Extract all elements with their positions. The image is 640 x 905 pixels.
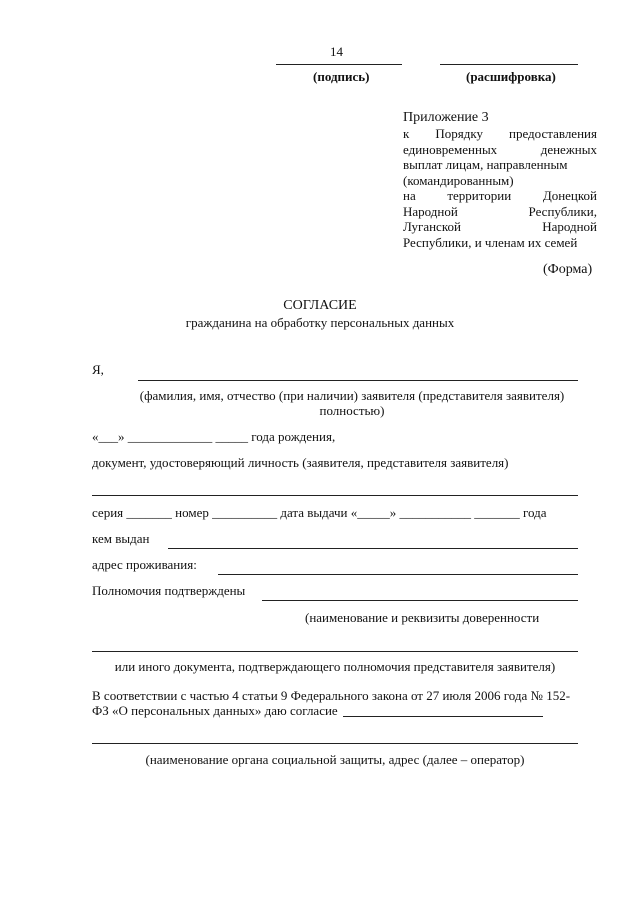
identity-document-line[interactable] xyxy=(92,495,578,496)
appendix-text xyxy=(403,126,597,250)
appendix-line xyxy=(403,157,597,173)
identity-document-label: документ, удостоверяющий личность (заявителя, представителя заявителя) xyxy=(92,455,509,470)
signature-label: (подпись) xyxy=(313,69,370,84)
appendix-word: единовременных xyxy=(403,141,498,157)
appendix-word: Народной xyxy=(403,203,458,219)
law-text: В соответствии с частью 4 статьи 9 Федерального закона от 27 июля 2006 года № 152- xyxy=(92,688,571,703)
appendix-line xyxy=(403,142,597,158)
appendix-word: предоставления xyxy=(508,126,597,141)
operator-hint: (наименование органа социальной защиты, адрес (далее – оператор) xyxy=(145,752,525,767)
authority-document-line[interactable] xyxy=(92,651,578,652)
other-document-hint: или иного документа, подтверждающего полномочия представителя заявителя) xyxy=(114,659,556,674)
appendix-word: Республики, xyxy=(528,203,597,219)
appendix-word: Донецкой xyxy=(542,188,597,203)
law-text-cont: ФЗ «О персональных данных» даю согласие xyxy=(92,703,338,718)
authority-line[interactable] xyxy=(262,600,578,601)
appendix-word: территории xyxy=(447,188,512,203)
operator-line[interactable] xyxy=(92,743,578,744)
appendix-line xyxy=(403,219,597,235)
appendix-line xyxy=(403,173,597,189)
appendix-word: к xyxy=(403,126,410,141)
appendix-line xyxy=(403,235,597,251)
document-title: СОГЛАСИЕ xyxy=(283,298,357,313)
birth-date-line[interactable]: «___» _____________ _____ года рождения, xyxy=(92,429,336,444)
appendix-word: денежных xyxy=(540,141,597,157)
appendix-word: Порядку xyxy=(435,126,483,141)
appendix-title: Приложение 3 xyxy=(403,110,489,125)
address-line[interactable] xyxy=(218,574,578,575)
form-label: (Форма) xyxy=(543,262,593,277)
appendix-word: выплат лицам, направленным xyxy=(403,157,568,172)
fio-line[interactable] xyxy=(138,380,578,381)
decode-line xyxy=(440,64,578,65)
fio-hint: (фамилия, имя, отчество (при наличии) заявителя (представителя заявителя) xyxy=(139,388,565,403)
address-label: адрес проживания: xyxy=(92,557,197,572)
series-number-line[interactable]: серия _______ номер __________ дата выдачи «_____» ___________ _______ года xyxy=(92,505,547,520)
issued-by-line[interactable] xyxy=(168,548,578,549)
appendix-word: на xyxy=(403,188,416,203)
signature-line xyxy=(276,64,402,65)
appendix-line xyxy=(403,204,597,220)
document-subtitle: гражданина на обработку персональных данных xyxy=(185,315,455,330)
consent-line[interactable] xyxy=(343,716,543,717)
issued-by-label: кем выдан xyxy=(92,531,150,546)
appendix-line xyxy=(403,188,597,204)
authority-label: Полномочия подтверждены xyxy=(92,583,246,598)
authority-hint: (наименование и реквизиты доверенности xyxy=(305,610,540,625)
appendix-word: Луганской xyxy=(403,219,461,234)
decode-label: (расшифровка) xyxy=(466,69,556,84)
i-label: Я, xyxy=(92,362,104,377)
appendix-word: Республики, и членам их семей xyxy=(403,234,578,250)
appendix-word: Народной xyxy=(542,219,597,234)
page-number: 14 xyxy=(330,44,343,59)
appendix-line xyxy=(403,126,597,142)
appendix-word: (командированным) xyxy=(403,172,514,188)
fio-hint-cont: полностью) xyxy=(319,403,385,418)
